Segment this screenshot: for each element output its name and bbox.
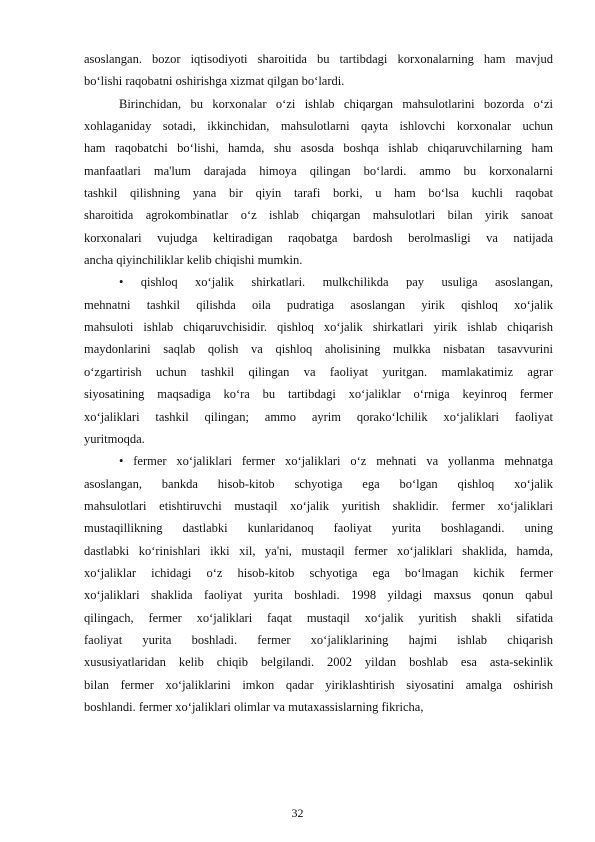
text-line: ancha qiyinchiliklar kelib chiqishi mumkin.	[84, 253, 303, 268]
text-line: maydonlarini saqlab qolish va qishloq aholisining mulkka nisbatan tasavvurini	[84, 342, 553, 357]
text-line: asoslangan, bankda hisob-kitob schyotiga ega bo‘lgan qishloq xo‘jalik	[84, 476, 553, 491]
text-line: boshlandi. fermer xo‘jaliklari olimlar va mutaxassislarning fikricha,	[84, 699, 424, 714]
text-line: manfaatlari ma'lum darajada himoya qilingan bo‘lardi. ammo bu korxonalarni	[84, 163, 553, 178]
body-text	[84, 48, 553, 718]
text-line: faoliyat yurita boshladi. fermer xo‘jaliklarining hajmi ishlab chiqarish	[84, 632, 553, 647]
text-line: siyosatining maqsadiga ko‘ra bu tartibdagi xo‘jaliklar o‘rniga keyinroq fermer	[84, 387, 553, 402]
text-line: xususiyatlaridan kelib chiqib belgilandi. 2002 yildan boshlab esa asta-sekinlik	[84, 655, 553, 670]
text-line: xohlaganiday sotadi, ikkinchidan, mahsulotlarni qayta ishlovchi korxonalar uchun	[84, 119, 553, 134]
text-line: xo‘jaliklari tashkil qilingan; ammo ayrim qorako‘lchilik xo‘jaliklari faoliyat	[84, 409, 553, 424]
text-line: • fermer xo‘jaliklari fermer xo‘jaliklari o‘z mehnati va yollanma mehnatga	[119, 454, 553, 469]
text-line: asoslangan. bozor iqtisodiyoti sharoitida bu tartibdagi korxonalarning ham mavjud	[84, 52, 553, 66]
text-line: bilan fermer xo‘jaliklarini imkon qadar yiriklashtirish siyosatini amalga oshirish	[84, 677, 553, 692]
text-line: korxonalari vujudga keltiradigan raqobatga bardosh berolmasligi va natijada	[84, 230, 553, 245]
text-line: • qishloq xo‘jalik shirkatlari. mulkchilikda pay usuliga asoslangan,	[119, 275, 553, 290]
text-line: Birinchidan, bu korxonalar o‘zi ishlab chiqargan mahsulotlarini bozorda o‘zi	[119, 96, 553, 111]
text-line: xo‘jaliklar ichidagi o‘z hisob-kitob schyotiga ega bo‘lmagan kichik fermer	[84, 565, 553, 580]
text-line: bo‘lishi raqobatni oshirishga xizmat qilgan bo‘lardi.	[84, 74, 345, 89]
text-line: mahsulotlari etishtiruvchi mustaqil xo‘jalik yuritish shaklidir. fermer xo‘jaliklari	[84, 498, 553, 513]
text-line: tashkil qilishning yana bir qiyin tarafi borki, u ham bo‘lsa kuchli raqobat	[84, 186, 553, 201]
text-line: mehnatni tashkil qilishda oila pudratiga asoslangan yirik qishloq xo‘jalik	[84, 297, 553, 312]
text-line: yuritmoqda.	[84, 431, 145, 446]
text-line: o‘zgartirish uchun tashkil qilingan va faoliyat yuritgan. mamlakatimiz agrar	[84, 364, 553, 379]
text-line: mahsuloti ishlab chiqaruvchisidir. qishloq xo‘jalik shirkatlari yirik ishlab chiqarish	[84, 320, 553, 335]
text-line: qilingach, fermer xo‘jaliklari faqat mustaqil xo‘jalik yuritish shakli sifatida	[84, 610, 553, 625]
text-line: dastlabki ko‘rinishlari ikki xil, ya'ni, mustaqil fermer xo‘jaliklari shaklida, hamda,	[84, 543, 553, 558]
page-number: 32	[291, 806, 304, 820]
text-line: mustaqillikning dastlabki kunlaridanoq faoliyat yurita boshlagandi. uning	[84, 521, 553, 536]
text-line: xo‘jaliklari shaklida faoliyat yurita boshladi. 1998 yildagi maxsus qonun qabul	[84, 588, 553, 603]
text-line: sharoitida agrokombinatlar o‘z ishlab chiqargan mahsulotlari bilan yirik sanoat	[84, 208, 553, 223]
text-line: ham raqobatchi bo‘lishi, hamda, shu asosda boshqa ishlab chiqaruvchilarning ham	[84, 141, 553, 156]
